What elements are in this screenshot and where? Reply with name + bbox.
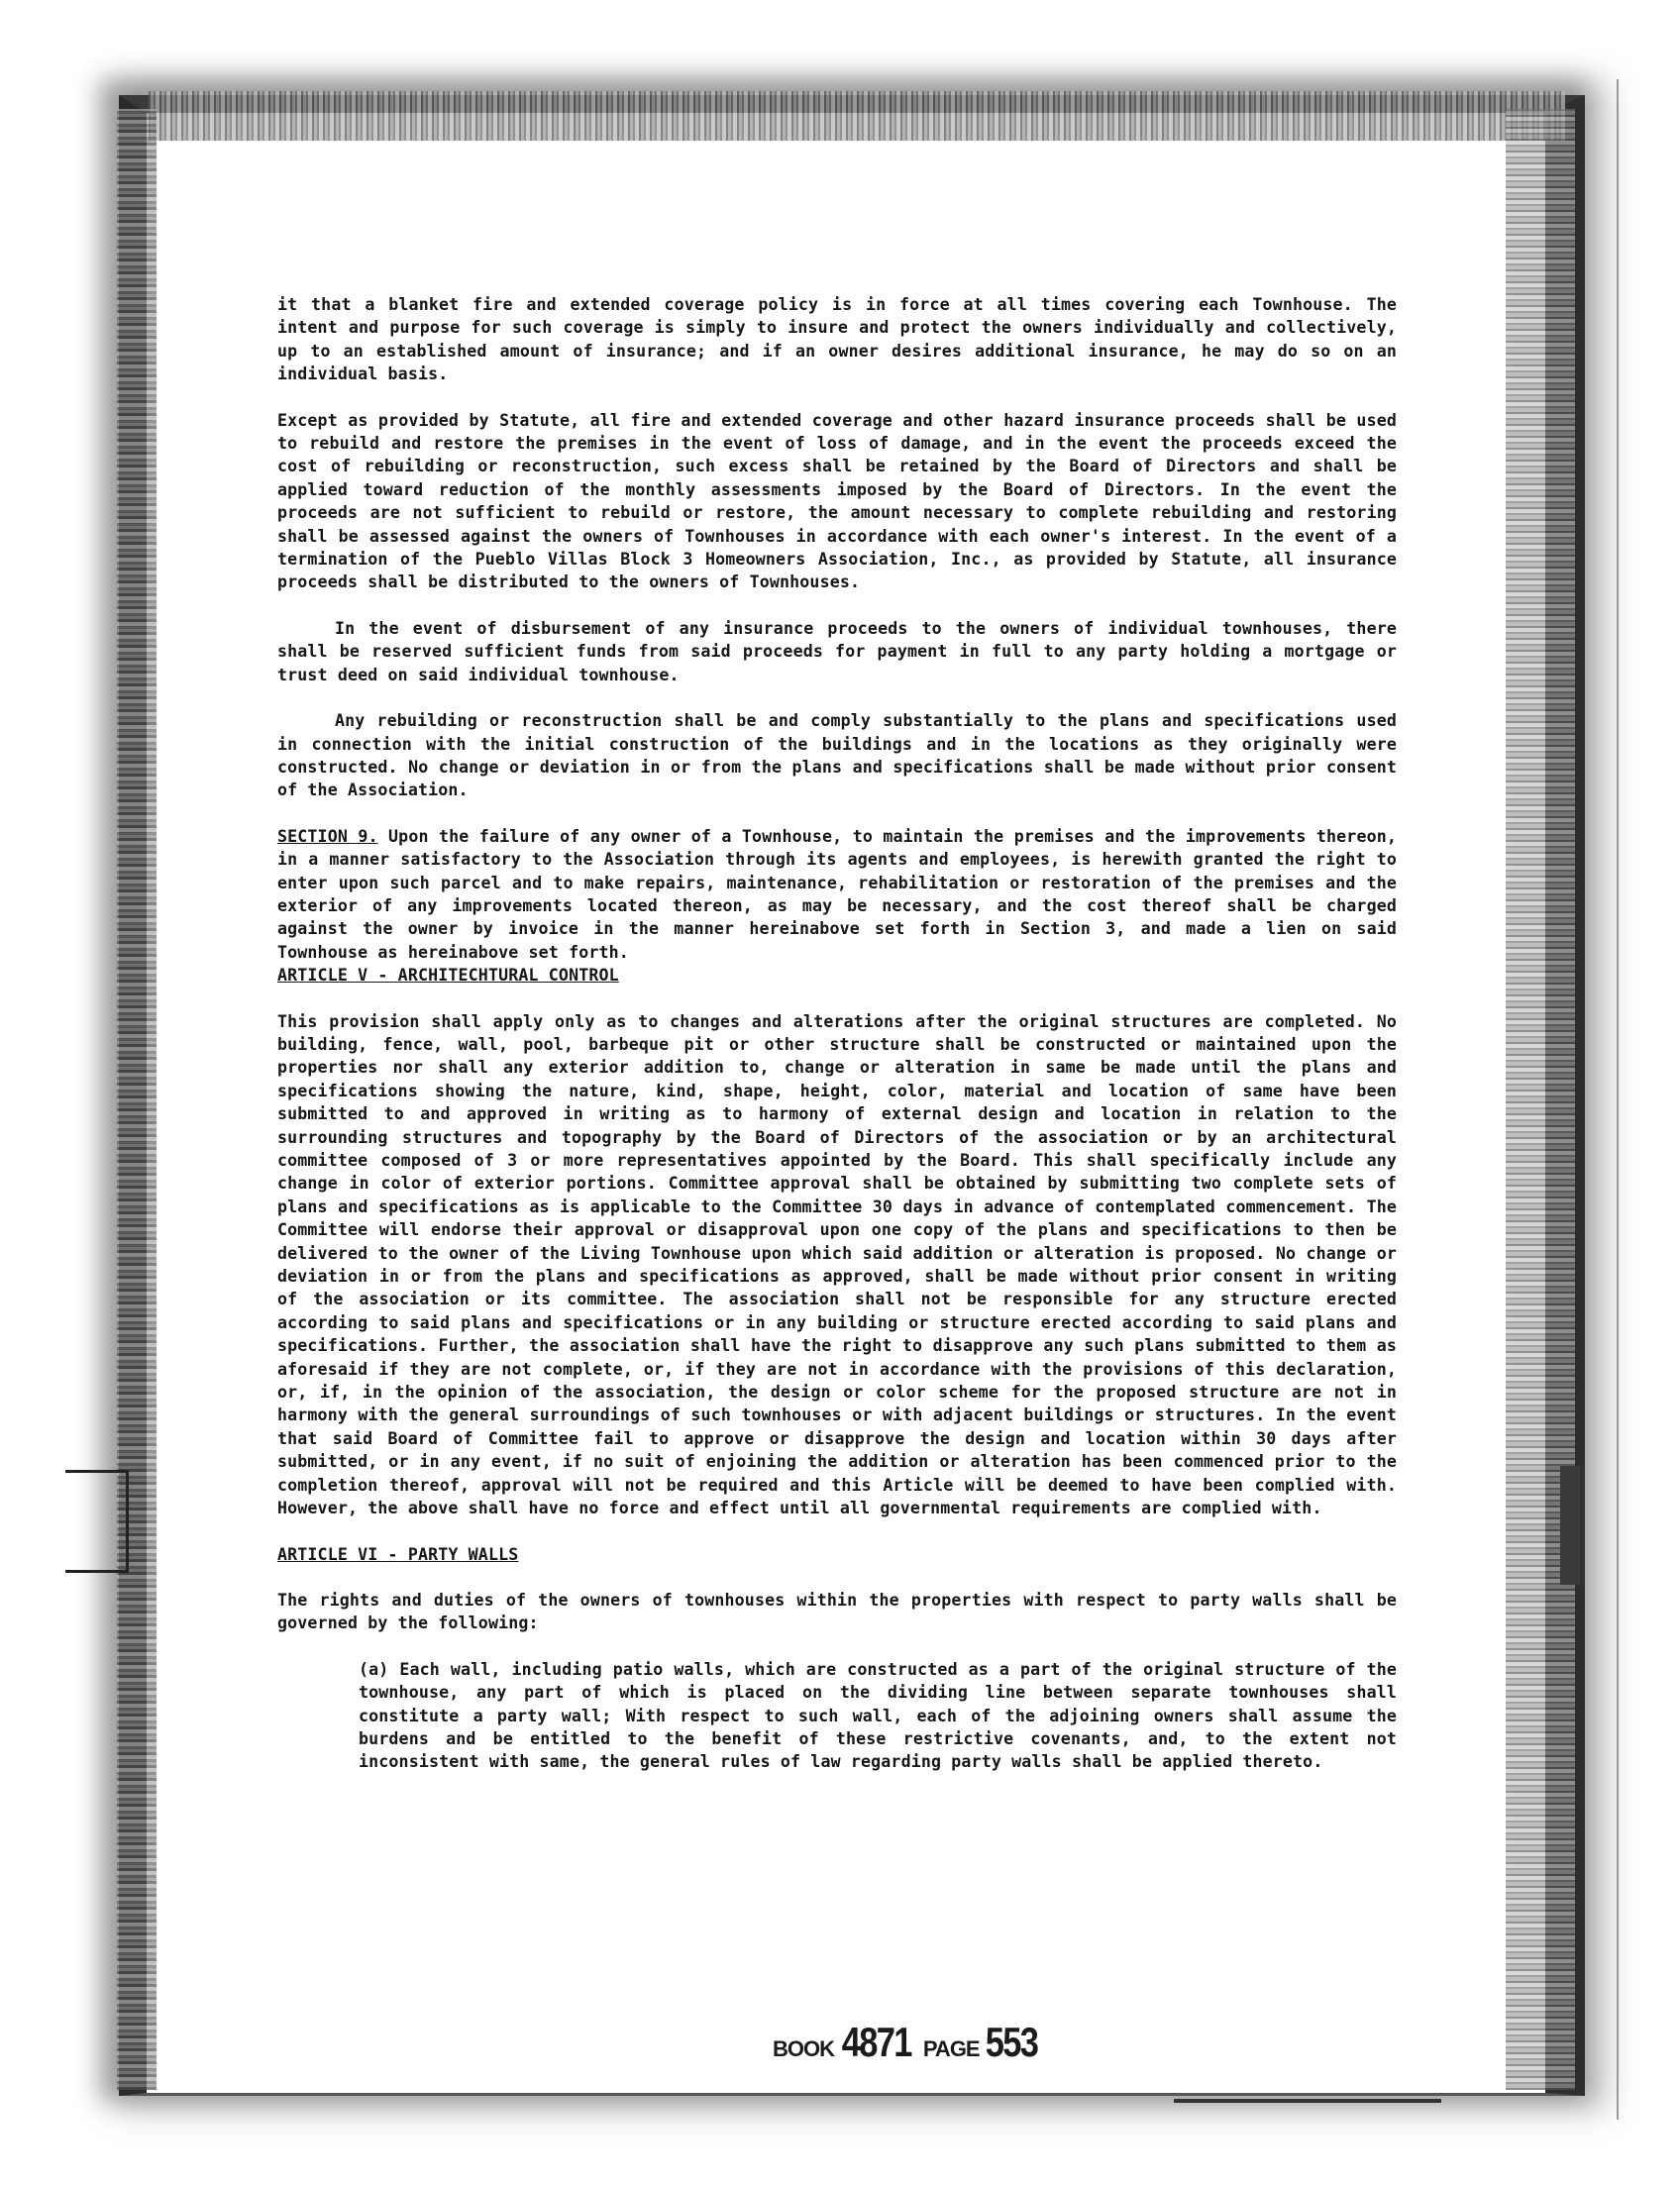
article-6-heading: ARTICLE VI - PARTY WALLS <box>277 1544 519 1564</box>
paragraph-insurance-policy: it that a blanket fire and extended coverage policy is in force at all times covering each Townhouse. The intent and purpose for such coverage is simply to insure and protect the owners individually and collectively, up to an established amount of insurance; and if an owner desires additional insurance, he may do so on an individual basis. <box>277 295 1397 384</box>
section-9 <box>277 825 1397 964</box>
paragraph-disbursement: In the event of disbursement of any insurance proceeds to the owners of individual townhouses, there shall be reserved sufficient funds from said proceeds for payment in full to any party holding a mortgage or trust deed on said individual townhouse. <box>277 618 1397 684</box>
section-9-text: Upon the failure of any owner of a Townhouse, to maintain the premises and the improvements thereon, in a manner satisfactory to the Association through its agents and employees, is herewith granted the right to enter upon such parcel and to make repairs, maintenance, rehabilitation or restoration of the premises and the exterior of any improvements located thereon, as may be necessary, and the cost thereof shall be charged against the owner by invoice in the manner hereinabove set forth in Section 3, and made a lien on said Townhouse as hereinabove set forth. <box>277 826 1398 962</box>
book-label: BOOK <box>773 2036 834 2061</box>
section-9-label: SECTION 9. <box>277 826 378 846</box>
article-5-text: This provision shall apply only as to changes and alterations after the original structures are completed. No building, fence, wall, pool, barbeque pit or other structure shall be constructed or maintained upon the properties nor shall any exterior addition to, change or alteration in same be made until the plans and specifications showing the nature, kind, shape, height, color, material and location of same have been submitted to and approved in writing as to harmony of external design and location in relation to the surrounding structures and topography by the Board of Directors of the association or by an architectural committee composed of 3 or more representatives appointed by the Board. This shall specifically include any change in color of exterior portions. Committee approval shall be obtained by submitting two complete sets of plans and specifications as is applicable to the Committee 30 days in advance of contemplated commencement. The Committee will endorse their approval or disapproval upon one copy of the plans and specifications to then be delivered to the owner of the Living Townhouse upon which said addition or alteration is proposed. No change or deviation in or from the plans and specifications as approved, shall be made without prior consent in writing of the association or its committee. The association shall not be responsible for any structure erected according to said plans and specifications or in any building or structure erected according to said plans and specifications. Further, the association shall have the right to disapprove any such plans submitted to them as aforesaid if they are not complete, or, if they are not in accordance with the provisions of this declaration, or, if, in the opinion of the association, the design or color scheme for the proposed structure are not in harmony with the general surroundings of such townhouses or with adjacent buildings or structures. In the event that said Board of Committee fail to approve or disapprove the design and location within 30 days after submitted, or in any event, if no suit of enjoining the addition or alteration has been commenced prior to the completion thereof, approval will not be required and this Article will be deemed to have been complied with. However, the above shall have no force and effect until all governmental requirements are complied with. <box>277 1011 1397 1518</box>
page-label: PAGE <box>922 2036 980 2061</box>
page-number: 553 <box>985 2019 1037 2065</box>
scan-noise-right <box>1506 109 1575 2090</box>
scan-noise-left <box>117 109 157 2090</box>
paragraph-rebuilding: Any rebuilding or reconstruction shall be and comply substantially to the plans and specifications used in connection with the initial construction of the buildings and in the locations as they originally were constructed. No change or deviation in or from the plans and specifications shall be made without prior consent of the Association. <box>277 711 1397 800</box>
binder-clip-mark-right <box>1560 1466 1580 1585</box>
binder-clip-mark <box>65 1470 129 1573</box>
book-page-stamp <box>773 2019 1043 2066</box>
document-body <box>277 293 1397 1797</box>
bottom-rule <box>1174 2099 1441 2103</box>
article-6-item-a: (a) Each wall, including patio walls, which are constructed as a part of the original structure of the townhouse, any part of which is placed on the dividing line between separate townhouses shall constitute a party wall; With respect to such wall, each of the adjoining owners shall assume the burdens and be entitled to the benefit of these restrictive covenants, and, to the extent not inconsistent with same, the general rules of law regarding party walls shall be applied thereto. <box>359 1659 1397 1772</box>
article-5-heading: ARTICLE V - ARCHITECHTURAL CONTROL <box>277 966 619 986</box>
scan-edge-line <box>1617 79 1619 2120</box>
book-number: 4871 <box>841 2019 911 2065</box>
article-6-intro: The rights and duties of the owners of townhouses within the properties with respect to party walls shall be governed by the following: <box>277 1590 1397 1633</box>
paragraph-insurance-proceeds: Except as provided by Statute, all fire and extended coverage and other hazard insurance proceeds shall be used to rebuild and restore the premises in the event of loss of damage, and in the event the proceeds exceed the cost of rebuilding or reconstruction, such excess shall be retained by the Board of Directors and shall be applied toward reduction of the monthly assessments imposed by the Board of Directors. In the event the proceeds are not sufficient to rebuild or restore, the amount necessary to complete rebuilding and restoring shall be assessed against the owners of Townhouses in accordance with each owner's interest. In the event of a termination of the Pueblo Villas Block 3 Homeowners Association, Inc., as provided by Statute, all insurance proceeds shall be distributed to the owners of Townhouses. <box>277 410 1397 592</box>
scan-noise-top <box>149 91 1565 141</box>
